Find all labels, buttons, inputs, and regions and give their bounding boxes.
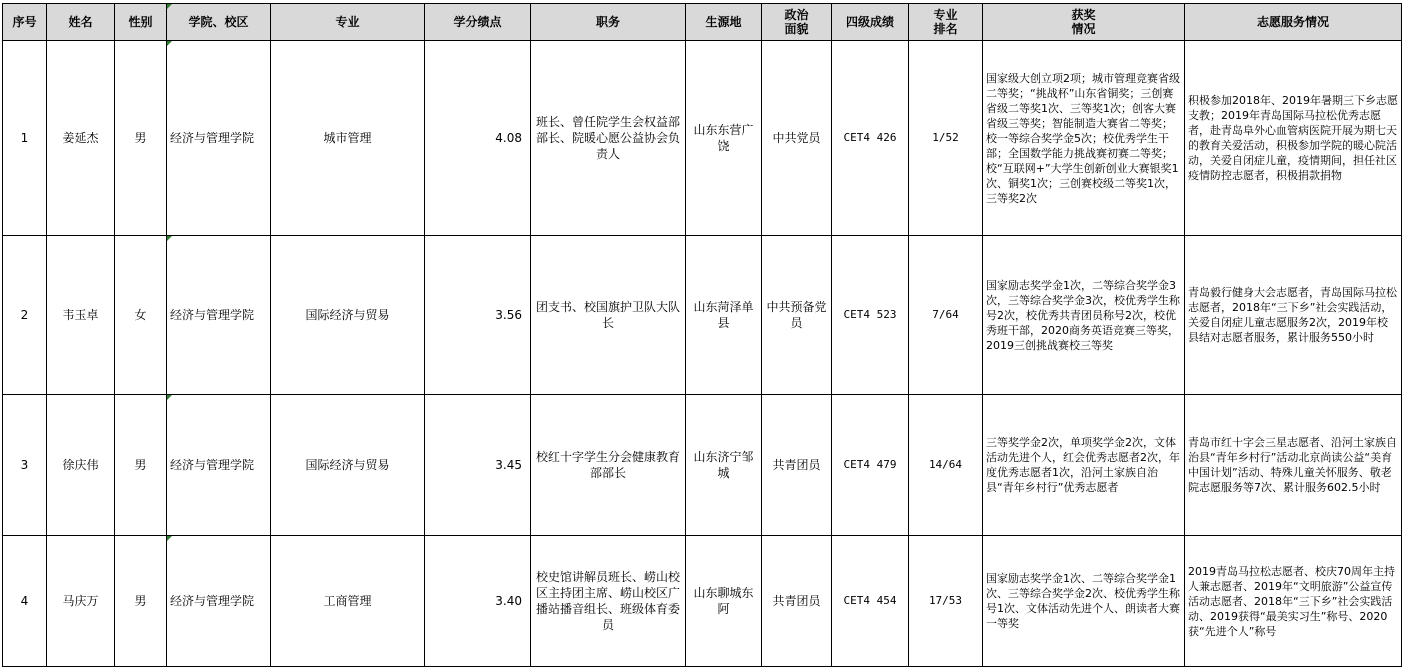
cell-comment-marker [167,395,172,400]
cell-cet: CET4 426 [832,41,909,236]
cell-seq: 1 [3,41,47,236]
cell-volunteer: 积极参加2018年、2019年暑期三下乡志愿支教；2019年青岛国际马拉松优秀志愿者，赴青岛阜外心血管病医院开展为期七天的教育关爱活动，积极参加学院的暖心院活动，关爱自闭症儿童，疫情期间，担任社区疫情防控志愿者，积极捐款捐物 [1185,41,1402,236]
header-political-line2: 面貌 [784,22,809,36]
header-political [762,4,832,41]
cell-origin: 山东菏泽单县 [686,236,762,395]
header-major: 专业 [271,4,425,41]
cell-college-text: 经济与管理学院 [170,594,255,608]
header-awards-line2: 情况 [1071,22,1096,36]
cell-gender: 男 [115,536,167,667]
table-row [3,395,1402,536]
cell-cet: CET4 479 [832,395,909,536]
cell-volunteer: 青岛毅行健身大会志愿者，青岛国际马拉松志愿者，2018年“三下乡”社会实践活动，关爱自闭症儿童志愿服务2次，2019年校县结对志愿者服务，累计服务550小时 [1185,236,1402,395]
table-row [3,536,1402,667]
cell-comment-marker [167,536,172,541]
header-gpa: 学分绩点 [425,4,531,41]
table-row [3,236,1402,395]
cell-college [167,395,271,536]
cell-name: 韦玉卓 [47,236,115,395]
cell-rank: 17/53 [909,536,983,667]
cell-gpa: 3.56 [425,236,531,395]
cell-awards: 国家励志奖学金1次，二等综合奖学金3次，三等综合奖学金3次，校优秀学生称号2次，校优秀共青团员称号2次，校优秀班干部，2020商务英语竞赛三等奖，2019三创挑战赛校三等奖 [983,236,1185,395]
cell-gender: 女 [115,236,167,395]
header-political-line1: 政治 [784,8,809,22]
header-awards-line1: 获奖 [1071,8,1096,22]
cell-seq: 2 [3,236,47,395]
header-position: 职务 [531,4,686,41]
cell-comment-marker [167,4,172,9]
cell-awards: 国家级大创立项2项；城市管理竞赛省级二等奖；“挑战杯”山东省铜奖；三创赛省级二等奖1次、三等奖1次；创客大赛省级三等奖；智能制造大赛省二等奖；校一等综合奖学金5次；校优秀学生干部；全国数学能力挑战赛初赛二等奖；校“互联网+”大学生创新创业大赛银奖1次、铜奖1次；三创赛校级二等奖1次，三等奖2次 [983,41,1185,236]
header-seq: 序号 [3,4,47,41]
cell-college-text: 经济与管理学院 [170,131,255,145]
header-college [167,4,271,41]
cell-college [167,236,271,395]
cell-rank: 1/52 [909,41,983,236]
header-awards [983,4,1185,41]
cell-major: 城市管理 [271,41,425,236]
header-rank [909,4,983,41]
cell-origin: 山东东营广饶 [686,41,762,236]
cell-college-text: 经济与管理学院 [170,458,255,472]
cell-position: 校史馆讲解员班长、崂山校区主持团主席、崂山校区广播站播音组长、班级体育委员 [531,536,686,667]
cell-name: 徐庆伟 [47,395,115,536]
cell-political: 中共党员 [762,41,832,236]
cell-origin: 山东济宁邹城 [686,395,762,536]
header-volunteer: 志愿服务情况 [1185,4,1402,41]
cell-seq: 4 [3,536,47,667]
cell-gender: 男 [115,41,167,236]
cell-college [167,536,271,667]
cell-major: 国际经济与贸易 [271,395,425,536]
cell-name: 马庆万 [47,536,115,667]
cell-rank: 14/64 [909,395,983,536]
cell-comment-marker [167,41,172,46]
cell-volunteer: 2019青岛马拉松志愿者、校庆70周年主持人兼志愿者、2019年“文明旅游”公益宣传活动志愿者、2018年“三下乡”社会实践活动、2019获得“最美实习生”称号、2020获“先进个人”称号 [1185,536,1402,667]
cell-position: 校红十字学生分会健康教育部部长 [531,395,686,536]
header-rank-line1: 专业 [933,8,958,22]
cell-gpa: 3.45 [425,395,531,536]
cell-awards: 国家励志奖学金1次、二等综合奖学金1次、三等综合奖学金2次、校优秀学生称号1次、文体活动先进个人、朗读者大赛一等奖 [983,536,1185,667]
cell-political: 中共预备党员 [762,236,832,395]
cell-major: 国际经济与贸易 [271,236,425,395]
cell-college [167,41,271,236]
cell-position: 团支书、校国旗护卫队大队长 [531,236,686,395]
cell-rank: 7/64 [909,236,983,395]
header-college-label: 学院、校区 [188,15,249,29]
cell-awards: 三等奖学金2次，单项奖学金2次，文体活动先进个人，红会优秀志愿者2次，年度优秀志愿者1次，沿河土家族自治县“青年乡村行”优秀志愿者 [983,395,1185,536]
cell-cet: CET4 523 [832,236,909,395]
header-name: 姓名 [47,4,115,41]
cell-college-text: 经济与管理学院 [170,308,255,322]
cell-gender: 男 [115,395,167,536]
header-row [3,4,1402,41]
cell-cet: CET4 454 [832,536,909,667]
table-row [3,41,1402,236]
header-cet: 四级成绩 [832,4,909,41]
cell-gpa: 3.40 [425,536,531,667]
cell-comment-marker [167,236,172,241]
cell-gpa: 4.08 [425,41,531,236]
cell-seq: 3 [3,395,47,536]
cell-position: 班长、曾任院学生会权益部部长、院暖心愿公益协会负责人 [531,41,686,236]
header-origin: 生源地 [686,4,762,41]
cell-political: 共青团员 [762,536,832,667]
cell-volunteer: 青岛市红十字会三星志愿者、沿河土家族自治县“青年乡村行”活动北京尚读公益“美育中国计划”活动、特殊儿童关怀服务、敬老院志愿服务等7次、累计服务602.5小时 [1185,395,1402,536]
cell-major: 工商管理 [271,536,425,667]
cell-name: 姜延杰 [47,41,115,236]
cell-origin: 山东聊城东阿 [686,536,762,667]
cell-political: 共青团员 [762,395,832,536]
student-table [2,3,1402,667]
header-rank-line2: 排名 [933,22,958,36]
header-gender: 性别 [115,4,167,41]
